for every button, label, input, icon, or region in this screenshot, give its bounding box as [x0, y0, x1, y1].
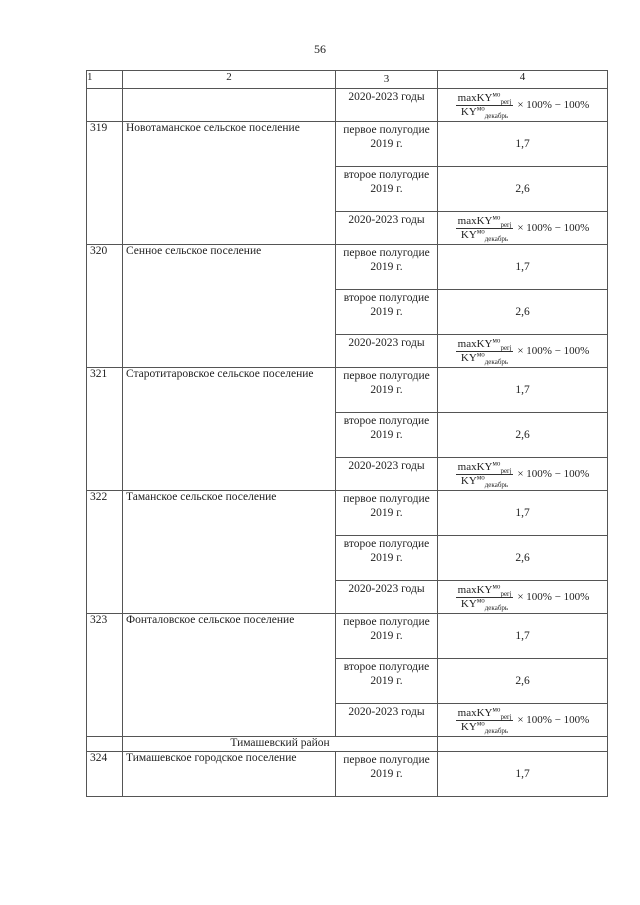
formula-numerator: maxKY$^{мо}_{perj}$ — [457, 704, 512, 721]
growth-formula — [456, 581, 590, 612]
period-cell: первое полугодие 2019 г. — [336, 490, 438, 535]
growth-formula — [456, 704, 590, 735]
settlement-row — [87, 490, 608, 535]
settlement-name: Таманское сельское поселение — [123, 490, 336, 613]
header-col-1: 1 — [87, 71, 123, 89]
value-cell: 2,6 — [438, 658, 608, 703]
period-cell: 2020-2023 годы — [336, 457, 438, 490]
value-cell: 1,7 — [438, 613, 608, 658]
period-cell: 2020-2023 годы — [336, 88, 438, 121]
formula-cell — [438, 457, 608, 490]
value-cell: 2,6 — [438, 289, 608, 334]
page-number: 56 — [314, 42, 326, 56]
formula-denominator: $KY^{мо}_{декабрь}$ — [460, 718, 509, 735]
formula-numerator: maxKY$^{мо}_{perj}$ — [457, 581, 512, 598]
formula-cell — [438, 88, 608, 121]
period-cell: второе полугодие 2019 г. — [336, 412, 438, 457]
formula-cell — [438, 211, 608, 244]
header-col-2: 2 — [123, 71, 336, 89]
formula-numerator: maxKY$^{мо}_{perj}$ — [457, 335, 512, 352]
settlement-name: Старотитаровское сельское поселение — [123, 367, 336, 490]
growth-formula — [456, 89, 590, 120]
continuation-row — [87, 88, 608, 121]
formula-rest: × 100% − 100% — [517, 222, 590, 234]
formula-cell — [438, 334, 608, 367]
growth-formula — [456, 458, 590, 489]
formula-numerator: maxKY$^{мо}_{perj}$ — [457, 212, 512, 229]
settlement-name: Новотаманское сельское поселение — [123, 121, 336, 244]
row-number: 324 — [87, 751, 123, 796]
formula-rest: × 100% − 100% — [517, 99, 590, 111]
period-cell: второе полугодие 2019 г. — [336, 289, 438, 334]
row-number: 320 — [87, 244, 123, 367]
period-cell: первое полугодие 2019 г. — [336, 121, 438, 166]
tariff-table — [86, 70, 608, 797]
period-cell: 2020-2023 годы — [336, 580, 438, 613]
formula-denominator: $KY^{мо}_{декабрь}$ — [460, 103, 509, 120]
settlement-row — [87, 613, 608, 658]
period-cell: 2020-2023 годы — [336, 211, 438, 244]
header-col-3: 3 — [336, 71, 438, 89]
value-cell: 1,7 — [438, 121, 608, 166]
formula-denominator: $KY^{мо}_{декабрь}$ — [460, 595, 509, 612]
row-number: 322 — [87, 490, 123, 613]
value-cell: 1,7 — [438, 244, 608, 289]
period-cell: второе полугодие 2019 г. — [336, 658, 438, 703]
value-cell: 2,6 — [438, 535, 608, 580]
period-cell: первое полугодие 2019 г. — [336, 244, 438, 289]
district-row — [87, 736, 608, 751]
formula-rest: × 100% − 100% — [517, 714, 590, 726]
formula-denominator: $KY^{мо}_{декабрь}$ — [460, 472, 509, 489]
value-cell: 1,7 — [438, 490, 608, 535]
settlement-row — [87, 121, 608, 166]
settlement-row — [87, 244, 608, 289]
period-cell: первое полугодие 2019 г. — [336, 751, 438, 796]
period-cell: первое полугодие 2019 г. — [336, 367, 438, 412]
district-name: Тимашевский район — [123, 736, 438, 751]
settlement-row — [87, 367, 608, 412]
period-cell: 2020-2023 годы — [336, 334, 438, 367]
period-cell: второе полугодие 2019 г. — [336, 166, 438, 211]
settlement-name: Тимашевское городское поселение — [123, 751, 336, 796]
formula-denominator: $KY^{мо}_{декабрь}$ — [460, 349, 509, 366]
formula-rest: × 100% − 100% — [517, 468, 590, 480]
period-cell: второе полугодие 2019 г. — [336, 535, 438, 580]
formula-cell — [438, 580, 608, 613]
value-cell: 1,7 — [438, 367, 608, 412]
growth-formula — [456, 335, 590, 366]
value-cell: 2,6 — [438, 412, 608, 457]
value-cell: 1,7 — [438, 751, 608, 796]
row-number: 323 — [87, 613, 123, 736]
header-col-4: 4 — [438, 71, 608, 89]
growth-formula — [456, 212, 590, 243]
formula-denominator: $KY^{мо}_{декабрь}$ — [460, 226, 509, 243]
formula-numerator: maxKY$^{мо}_{perj}$ — [457, 89, 512, 106]
formula-rest: × 100% − 100% — [517, 591, 590, 603]
row-number: 319 — [87, 121, 123, 244]
settlement-name: Фонталовское сельское поселение — [123, 613, 336, 736]
settlement-name: Сенное сельское поселение — [123, 244, 336, 367]
value-cell: 2,6 — [438, 166, 608, 211]
period-cell: 2020-2023 годы — [336, 703, 438, 736]
formula-rest: × 100% − 100% — [517, 345, 590, 357]
period-cell: первое полугодие 2019 г. — [336, 613, 438, 658]
settlement-row — [87, 751, 608, 796]
formula-numerator: maxKY$^{мо}_{perj}$ — [457, 458, 512, 475]
header-row — [87, 71, 608, 89]
row-number: 321 — [87, 367, 123, 490]
formula-cell — [438, 703, 608, 736]
